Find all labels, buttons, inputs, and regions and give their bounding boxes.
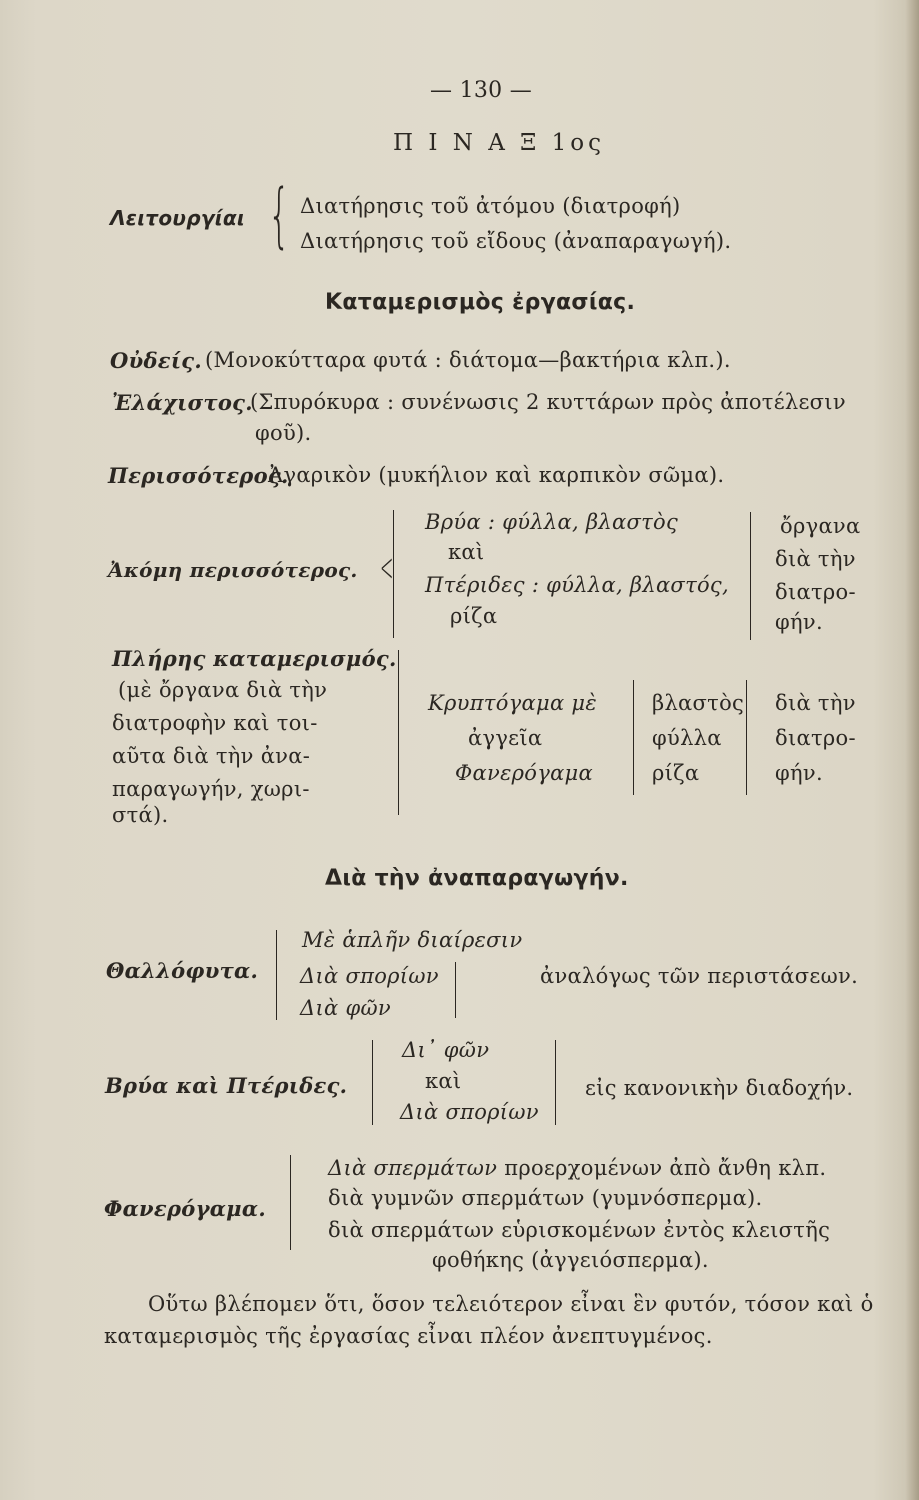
result-cell: διὰ τὴν bbox=[775, 547, 856, 571]
table-cell: καὶ bbox=[448, 540, 485, 564]
method-cell: καὶ bbox=[425, 1069, 462, 1093]
level-text: Ἀγαρικὸν (μυκήλιον καὶ καρπικὸν σῶμα). bbox=[268, 463, 725, 487]
level-text: (Σπυρόκυρα : συνένωσις 2 κυττάρων πρὸς ἀποτέλεσιν bbox=[250, 390, 846, 414]
bracket-line bbox=[290, 1155, 291, 1250]
table-cell: ρίζα bbox=[450, 604, 498, 628]
level-label: Πλήρης καταμερισμός. bbox=[112, 646, 397, 671]
result-cell: διὰ τὴν bbox=[775, 691, 856, 715]
method-cell: Διὰ φῶν bbox=[300, 996, 391, 1020]
table-cell: Φανερόγαμα bbox=[455, 761, 593, 785]
method-cell: Μὲ ἁπλῆν διαίρεσιν bbox=[302, 928, 523, 952]
bracket-line bbox=[398, 650, 399, 815]
section-heading: Διὰ τὴν ἀναπαραγωγήν. bbox=[325, 866, 629, 891]
bracket-line bbox=[633, 680, 634, 795]
full-desc: αῦτα διὰ τὴν ἀνα- bbox=[112, 744, 311, 768]
organ-cell: ρίζα bbox=[652, 761, 700, 785]
method-cell: Δι᾽ φῶν bbox=[402, 1038, 490, 1062]
bracket-line bbox=[276, 930, 277, 1020]
group-label: Θαλλόφυτα. bbox=[106, 958, 259, 983]
level-label: Περισσότερος. bbox=[108, 463, 289, 488]
table-title: Π Ι Ν Α Ξ 1ος bbox=[393, 130, 605, 156]
table-cell: Βρύα : φύλλα, βλαστὸς bbox=[425, 510, 679, 534]
result-cell: φήν. bbox=[775, 761, 823, 785]
full-desc: στά). bbox=[112, 803, 169, 827]
full-desc: παραγωγήν, χωρι- bbox=[112, 777, 310, 801]
seed-line: διὰ γυμνῶν σπερμάτων (γυμνόσπερμα). bbox=[328, 1186, 763, 1210]
bracket-line bbox=[455, 962, 456, 1018]
table-cell: Κρυπτόγαμα μὲ bbox=[428, 691, 597, 715]
functions-label: Λειτουργίαι bbox=[110, 206, 245, 230]
level-label: Ἀκόμη περισσότερος. bbox=[108, 558, 358, 582]
bracket-line bbox=[555, 1040, 556, 1125]
conclusion-text: Οὕτω βλέπομεν ὅτι, ὅσον τελειότερον εἶναι ἓν φυτόν, τόσον καὶ ὁ bbox=[148, 1292, 874, 1316]
function-item: Διατήρησις τοῦ εἴδους (ἀναπαραγωγή). bbox=[300, 229, 732, 253]
method-note: εἰς κανονικὴν διαδοχήν. bbox=[585, 1076, 854, 1100]
seed-line-text: προερχομένων ἀπὸ ἄνθη κλπ. bbox=[497, 1156, 827, 1180]
result-cell: φήν. bbox=[775, 610, 823, 634]
result-cell: διατρο- bbox=[775, 726, 856, 750]
method-note: ἀναλόγως τῶν περιστάσεων. bbox=[540, 964, 859, 988]
seed-line: φοθήκης (ἀγγειόσπερμα). bbox=[432, 1248, 709, 1272]
bracket-line bbox=[372, 1040, 373, 1125]
full-desc: διατροφὴν καὶ τοι- bbox=[112, 711, 318, 735]
full-desc: (μὲ ὄργανα διὰ τὴν bbox=[118, 678, 328, 702]
conclusion-text: καταμερισμὸς τῆς ἐργασίας εἶναι πλέον ἀνεπτυγμένος. bbox=[104, 1324, 713, 1348]
level-text: (Μονοκύτταρα φυτά : διάτομα—βακτήρια κλπ.). bbox=[205, 348, 731, 372]
brace: { bbox=[268, 174, 291, 256]
page-edge bbox=[905, 0, 919, 1500]
organ-cell: φύλλα bbox=[652, 726, 722, 750]
method-cell: Διὰ σπορίων bbox=[300, 964, 439, 988]
table-cell: ἀγγεῖα bbox=[468, 726, 543, 750]
level-label: Ἐλάχιστος. bbox=[112, 390, 253, 415]
seed-line bbox=[328, 1158, 826, 1179]
organ-cell: βλαστὸς bbox=[652, 691, 745, 715]
brace: < bbox=[380, 545, 394, 591]
level-label: Οὐδείς. bbox=[110, 348, 202, 373]
result-cell: διατρο- bbox=[775, 580, 856, 604]
result-cell: ὄργανα bbox=[780, 514, 861, 538]
level-text: φοῦ). bbox=[255, 421, 312, 445]
seed-line: διὰ σπερμάτων εὑρισκομένων ἐντὸς κλειστῆς bbox=[328, 1218, 831, 1242]
bracket-line bbox=[750, 512, 751, 640]
bracket-line bbox=[746, 680, 747, 795]
table-cell: Πτέριδες : φύλλα, βλαστός, bbox=[425, 573, 729, 597]
group-label: Βρύα καὶ Πτέριδες. bbox=[105, 1073, 348, 1098]
group-label: Φανερόγαμα. bbox=[104, 1196, 266, 1221]
function-item: Διατήρησις τοῦ ἀτόμου (διατροφή) bbox=[300, 194, 681, 218]
section-heading: Καταμερισμὸς ἐργασίας. bbox=[325, 290, 636, 315]
method-cell: Διὰ σπορίων bbox=[400, 1100, 539, 1124]
page-number: — 130 — bbox=[430, 78, 533, 103]
seed-line-italic: Διὰ σπερμάτων bbox=[328, 1156, 498, 1180]
